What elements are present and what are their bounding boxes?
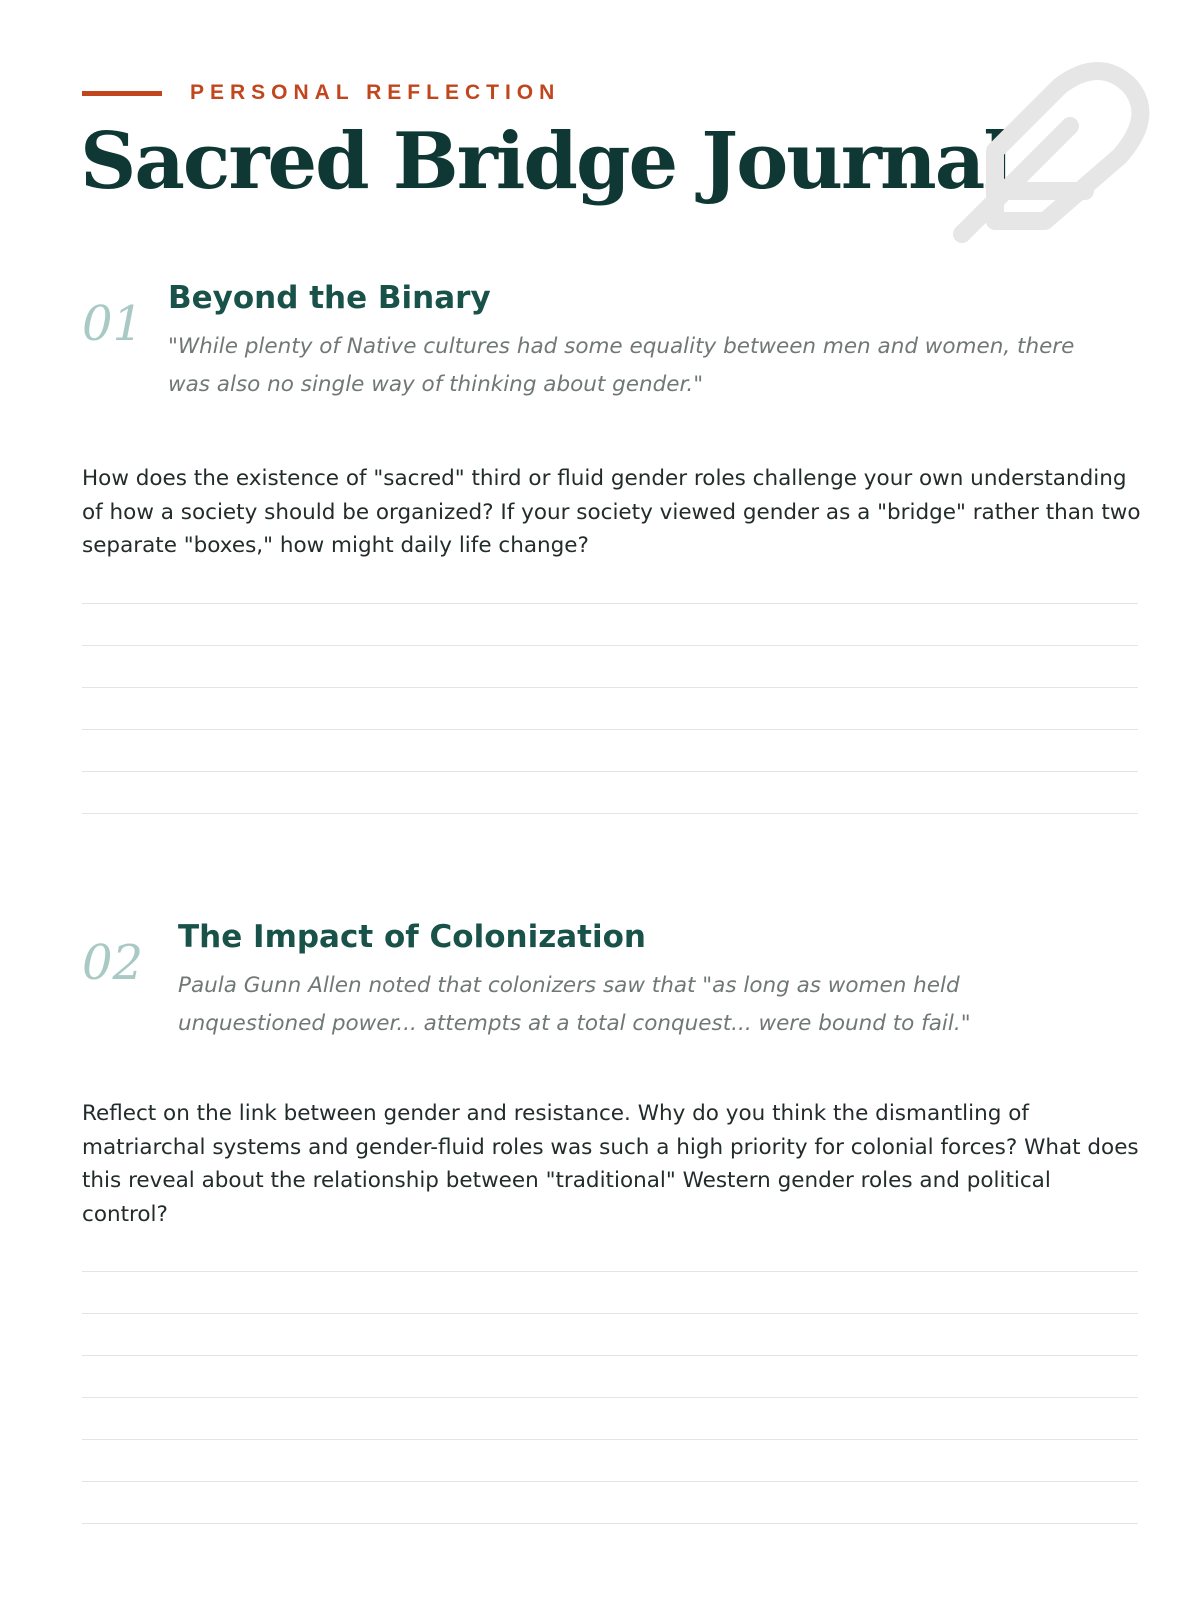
- section-2-title: The Impact of Colonization: [178, 919, 646, 955]
- section-2-number: 02: [82, 935, 144, 991]
- answer-line[interactable]: [82, 603, 1138, 645]
- section-1-quote: "While plenty of Native cultures had some equality between men and women, there was also no single way of thinking about gender.": [168, 334, 1075, 397]
- section-2-header: [82, 917, 1122, 1043]
- answer-line[interactable]: [82, 813, 1138, 815]
- section-1-prompt: How does the existence of "sacred" third or fluid gender roles challenge your own understanding of how a society should be organized? If your society viewed gender as a "bridge" rather than two separate "boxes," how might daily life change?: [82, 466, 1141, 558]
- answer-line[interactable]: [82, 1313, 1138, 1355]
- answer-line[interactable]: [82, 1439, 1138, 1481]
- feather-icon: [940, 56, 1160, 266]
- section-1-answer-lines: [82, 603, 1138, 815]
- answer-line[interactable]: [82, 1355, 1138, 1397]
- eyebrow: [82, 80, 560, 106]
- answer-line[interactable]: [82, 1481, 1138, 1523]
- section-2-answer-lines: [82, 1271, 1138, 1525]
- section-2-body: [178, 917, 1122, 1043]
- section-2-quote: Paula Gunn Allen noted that colonizers saw that "as long as women held unquestioned power... attempts at a total conquest... were bound to fail.": [178, 973, 971, 1036]
- answer-line[interactable]: [82, 645, 1138, 687]
- section-1-number: 01: [82, 296, 144, 352]
- section-1-body: [168, 278, 1122, 404]
- answer-line[interactable]: [82, 771, 1138, 813]
- section-1-title: Beyond the Binary: [168, 280, 491, 316]
- section-2-prompt: Reflect on the link between gender and resistance. Why do you think the dismantling of matriarchal systems and gender-fluid roles was such a high priority for colonial forces? What does this reveal about the relationship between "traditional" Western gender roles and political control?: [82, 1101, 1139, 1227]
- eyebrow-rule: [82, 91, 162, 96]
- answer-line[interactable]: [82, 1523, 1138, 1525]
- section-1-header: [82, 278, 1122, 404]
- answer-line[interactable]: [82, 1271, 1138, 1313]
- eyebrow-label: PERSONAL REFLECTION: [190, 81, 561, 104]
- answer-line[interactable]: [82, 729, 1138, 771]
- answer-line[interactable]: [82, 687, 1138, 729]
- answer-line[interactable]: [82, 1397, 1138, 1439]
- page-title: Sacred Bridge Journal: [80, 116, 1011, 207]
